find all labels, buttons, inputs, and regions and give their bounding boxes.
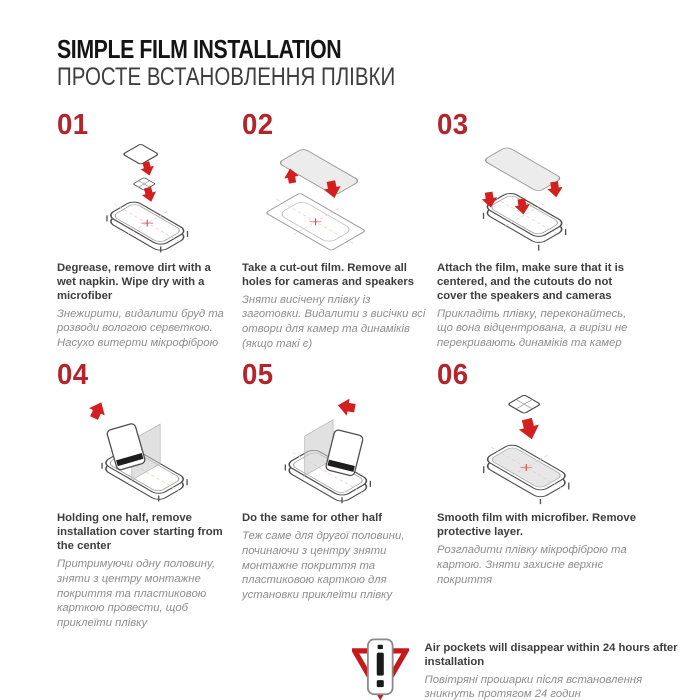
page-subtitle: ПРОСТЕ ВСТАНОВЛЕННЯ ПЛІВКИ <box>57 63 396 92</box>
step-06 <box>437 359 655 630</box>
warning-note <box>352 637 680 700</box>
step-02-text-en: Take a cut-out film. Remove all holes for cameras and speakers <box>242 261 415 288</box>
warning-text-uk: Повітряні прошарки після встановлення зникнуть протягом 24 годин <box>424 673 643 700</box>
step-05-text-en: Do the same for other half <box>242 512 382 525</box>
header <box>57 36 680 91</box>
step-04-text-uk: Притримуючи одну половину, зняти з центру монтажне покриття та пластиковою карткою провести, щоб приклеїти плівку <box>57 558 215 629</box>
step-02-number: 02 <box>242 108 274 141</box>
cutout-film-icon <box>244 143 404 255</box>
step-01-number: 01 <box>57 108 89 141</box>
step-05-illustration <box>242 393 437 505</box>
step-06-number: 06 <box>437 359 469 392</box>
step-06-text-en: Smooth film with microfiber. Remove protective layer. <box>437 512 636 539</box>
warning-text-en: Air pockets will disappear within 24 hours after installation <box>424 641 678 668</box>
step-04-illustration <box>57 393 242 505</box>
smooth-microfiber-icon <box>439 393 599 505</box>
warning-texts <box>425 637 680 700</box>
peel-other-half-icon <box>244 393 404 505</box>
step-03-number: 03 <box>437 108 469 141</box>
step-03-text-uk: Прикладіть плівку, переконайтесь, що вона відцентрована, а вирізи не перекривають динаміків та камер <box>437 307 628 349</box>
step-03-illustration <box>437 143 655 255</box>
step-01-text-en: Degrease, remove dirt with a wet napkin. Wipe dry with a microfiber <box>57 261 211 302</box>
step-04 <box>57 359 242 630</box>
page-title: SIMPLE FILM INSTALLATION <box>57 34 342 64</box>
step-01 <box>57 109 242 352</box>
steps-grid <box>57 109 680 631</box>
step-03-text-en: Attach the film, make sure that it is centered, and the cutouts do not cover the speakers and cameras <box>437 261 625 302</box>
warning-phone-triangle-icon <box>352 637 409 700</box>
step-05-number: 05 <box>242 359 274 392</box>
napkin-clean-phone-icon <box>59 143 219 255</box>
step-01-illustration <box>57 143 242 255</box>
step-02-illustration <box>242 143 437 255</box>
step-02 <box>242 109 437 352</box>
step-06-text-uk: Розгладити плівку мікрофіброю та картою. Зняти захисне верхнє покриття <box>437 544 627 586</box>
exclamation-top-icon <box>378 644 383 648</box>
step-05-text-uk: Теж саме для другої половини, починаючи з центру зняти монтажне покриття та пластиковою карткою для установки приклеїти плівку <box>242 530 405 601</box>
step-04-text-en: Holding one half, remove installation cover starting from the center <box>57 512 223 553</box>
step-01-text-uk: Знежирити, видалити бруд та розводи вологою серветкою. Насухо витерти мікрофіброю <box>57 307 224 349</box>
step-04-number: 04 <box>57 359 89 392</box>
attach-film-icon <box>439 143 599 255</box>
step-03 <box>437 109 655 352</box>
step-02-text-uk: Зняти висічену плівку із заготовки. Видалити з висічки всі отвори для камер та динаміків (якщо такі є) <box>242 293 426 350</box>
step-05 <box>242 359 437 630</box>
step-06-illustration <box>437 393 655 505</box>
peel-half-cover-icon <box>59 393 219 505</box>
